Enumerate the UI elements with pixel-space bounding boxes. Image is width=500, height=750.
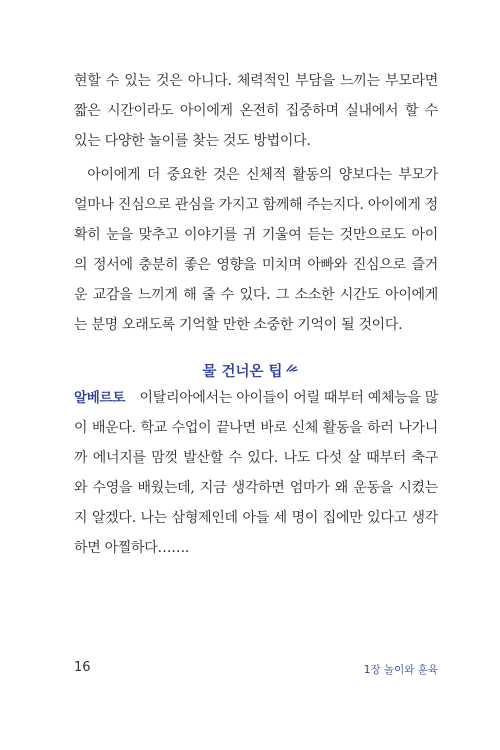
text-line: 얼마나 진심으로 관심을 가지고 함께해 주는지다. 아이에게 정 xyxy=(74,197,438,213)
text-line: 하면 아찔하다……. xyxy=(74,540,190,556)
tip-first-line xyxy=(74,383,438,413)
text-line: 확히 눈을 맞추고 이야기를 귀 기울여 듣는 것만으로도 아이 xyxy=(74,227,438,243)
text-line: 까 에너지를 맘껏 발산할 수 있다. 나도 다섯 살 때부터 축구 xyxy=(74,450,438,466)
text-line: 는 분명 오래도록 기억할 만한 소중한 기억이 될 것이다. xyxy=(74,317,403,333)
text-line: 짧은 시간이라도 아이에게 온전히 집중하며 실내에서 할 수 xyxy=(74,103,438,119)
text-line: 이 배운다. 학교 수업이 끝나면 바로 신체 활동을 하러 나가니 xyxy=(74,420,438,436)
text-line: 이탈리아에서는 아이들이 어릴 때부터 예체능을 많 xyxy=(139,390,438,406)
page-number: 16 xyxy=(74,660,91,675)
sparkle-icon xyxy=(286,357,298,379)
text-line: 지 알겠다. 나는 삼형제인데 아들 세 명이 집에만 있다고 생각 xyxy=(74,510,438,526)
text-line: 와 수영을 배웠는데, 지금 생각하면 엄마가 왜 운동을 시켰는 xyxy=(74,480,438,496)
tip-heading-text: 물 건너온 팁 xyxy=(202,364,283,380)
speaker-name: 알베르토 xyxy=(74,390,125,406)
tip-body xyxy=(74,383,438,563)
tip-heading xyxy=(0,357,500,383)
text-line: 아이에게 더 중요한 것은 신체적 활동의 양보다는 부모가 xyxy=(74,167,438,183)
text-line: 현할 수 있는 것은 아니다. 체력적인 부담을 느끼는 부모라면 xyxy=(74,73,438,89)
text-line: 있는 다양한 놀이를 찾는 것도 방법이다. xyxy=(74,133,311,149)
text-line: 의 정서에 충분히 좋은 영향을 미치며 아빠와 진심으로 즐거 xyxy=(74,257,438,273)
running-head: 1장 놀이와 훈육 xyxy=(363,664,438,676)
text-line: 운 교감을 느끼게 해 줄 수 있다. 그 소소한 시간도 아이에게 xyxy=(74,287,438,303)
body-paragraph-1 xyxy=(74,66,438,156)
body-paragraph-2 xyxy=(74,160,438,340)
